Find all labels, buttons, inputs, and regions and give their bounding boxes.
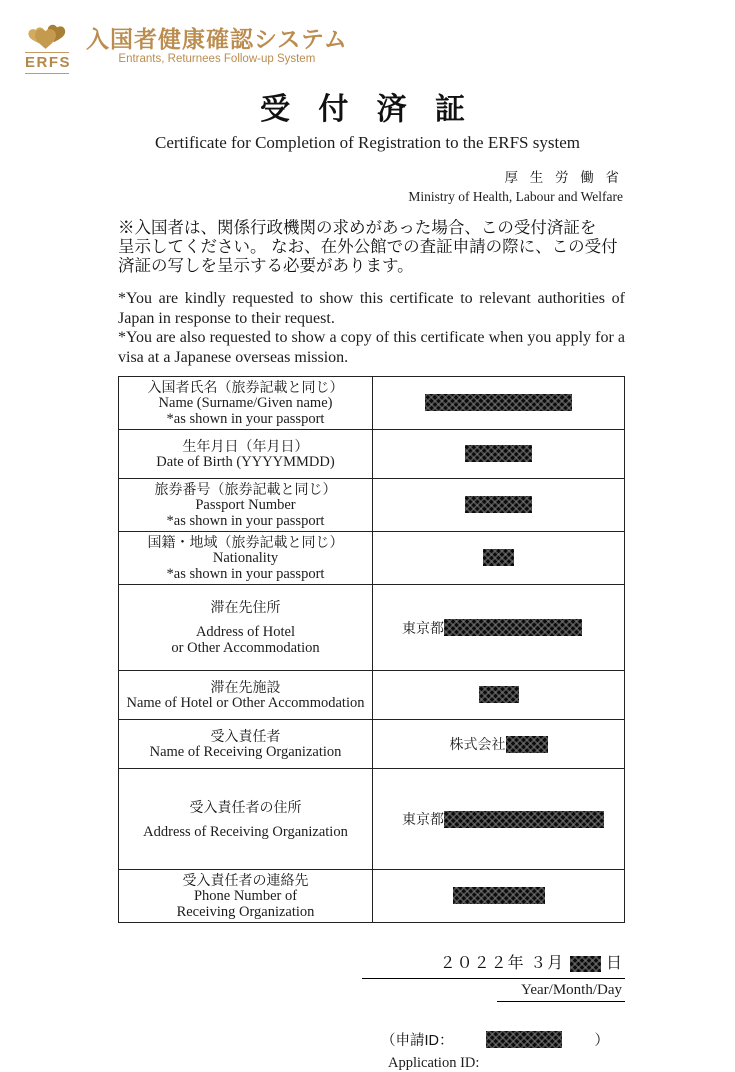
erfs-logo (0, 0, 735, 74)
table-row-receiving-org-phone (119, 870, 625, 923)
table-row-passport-number (119, 479, 625, 532)
row-label (119, 585, 373, 671)
row-label-en: Passport Number (195, 497, 296, 513)
row-label-ja: 滞在先住所 (210, 599, 281, 615)
notice-ja-line: 呈示してください。 なお、在外公館での査証申請の際に、この受付 (118, 238, 618, 256)
registration-table (118, 376, 625, 923)
redacted-value (479, 686, 519, 703)
row-label-en: Name (Surname/Given name) (158, 395, 333, 411)
redacted-value (444, 619, 582, 636)
value-prefix: 東京都 (402, 811, 444, 827)
row-label-ja: 受入責任者 (210, 728, 281, 744)
ministry-name-ja: 厚 生 労 働 省 (504, 170, 623, 185)
row-label (119, 430, 373, 479)
notice-en-item: *You are kindly requested to show this certificate to relevant authorities of Japan in response to their request. (118, 290, 625, 327)
row-label-note: *as shown in your passport (166, 566, 325, 582)
hearts-cluster-icon (25, 24, 69, 51)
issue-date-suffix: 日 (605, 955, 623, 972)
issue-date-prefix: ２０２２年 ３月 (439, 955, 565, 972)
row-label (119, 377, 373, 430)
system-name-en: Entrants, Returnees Follow-up System (118, 53, 316, 65)
redacted-value (453, 887, 545, 904)
row-label-en: Nationality (212, 550, 279, 566)
row-label-ja: 生年月日（年月日） (182, 438, 309, 454)
notice-ja-line: 済証の写しを呈示する必要があります。 (118, 257, 414, 275)
row-label-ja: 受入責任者の住所 (189, 798, 302, 815)
row-label-en: Address of Hotel (195, 624, 296, 640)
redacted-value (465, 496, 532, 513)
row-label-ja: 国籍・地域（旅券記載と同じ） (147, 534, 344, 550)
notice-ja-line: ※入国者は、関係行政機関の求めがあった場合、この受付済証を (118, 219, 597, 237)
row-label-en: Phone Number of (193, 888, 298, 904)
redacted-value (506, 736, 548, 753)
redacted-value (465, 445, 532, 462)
certificate-title-en: Certificate for Completion of Registration to the ERFS system (155, 133, 580, 152)
row-label-en: Name of Receiving Organization (149, 744, 342, 760)
ministry-block (0, 166, 735, 205)
date-caption-row (0, 981, 625, 1002)
redacted-value (425, 394, 572, 411)
row-label-en: or Other Accommodation (171, 640, 320, 656)
row-value (373, 769, 625, 870)
row-label-note: *as shown in your passport (166, 411, 325, 427)
row-label-ja: 旅券番号（旅券記載と同じ） (154, 481, 337, 497)
row-label-note: *as shown in your passport (166, 513, 325, 529)
row-value (373, 430, 625, 479)
table-row-birthdate (119, 430, 625, 479)
application-id-caption: Application ID: (388, 1055, 480, 1071)
row-value (373, 585, 625, 671)
system-name-ja: 入国者健康確認システム (86, 26, 348, 52)
row-label-ja: 滞在先施設 (210, 679, 281, 695)
row-value (373, 532, 625, 585)
row-label-ja: 入国者氏名（旅券記載と同じ） (147, 379, 344, 395)
row-label (119, 870, 373, 923)
row-label-en: Name of Hotel or Other Accommodation (126, 695, 365, 711)
row-label (119, 479, 373, 532)
row-label (119, 532, 373, 585)
table-row-nationality (119, 532, 625, 585)
application-id (381, 1029, 609, 1050)
row-value (373, 671, 625, 720)
redacted-value (483, 549, 514, 566)
row-label (119, 769, 373, 870)
redacted-date-day (570, 956, 601, 972)
value-prefix: 株式会社 (449, 736, 506, 752)
row-value (373, 720, 625, 769)
table-row-hotel-name (119, 671, 625, 720)
erfs-logo-mark (24, 24, 70, 74)
notice-en-item: *You are also requested to show a copy of this certificate when you apply for a visa at a Japanese overseas mission. (118, 329, 625, 366)
erfs-wordmark: ERFS (25, 52, 69, 74)
application-id-close: ） (594, 1033, 609, 1049)
redacted-value (444, 811, 604, 828)
row-value (373, 377, 625, 430)
certificate-title-ja: 受 付 済 証 (259, 93, 475, 126)
table-row-receiving-org-name (119, 720, 625, 769)
application-id-open: （申請ID： (381, 1033, 454, 1049)
notice-ja (118, 219, 625, 276)
value-prefix: 東京都 (402, 619, 444, 636)
row-label (119, 720, 373, 769)
row-label-en: Address of Receiving Organization (143, 823, 348, 840)
table-row-receiving-org-address (119, 769, 625, 870)
table-row-hotel-address (119, 585, 625, 671)
issue-date (362, 950, 625, 979)
row-label-en: Receiving Organization (176, 904, 315, 920)
row-label (119, 671, 373, 720)
system-name-block (86, 24, 348, 65)
redacted-application-id (486, 1031, 562, 1048)
notice-en (118, 289, 625, 367)
row-label-ja: 受入責任者の連絡先 (182, 872, 309, 888)
row-label-en: Date of Birth (YYYYMMDD) (156, 454, 335, 470)
row-value (373, 870, 625, 923)
ministry-name-en: Ministry of Health, Labour and Welfare (408, 189, 623, 204)
table-row-name (119, 377, 625, 430)
date-caption: Year/Month/Day (497, 982, 625, 1002)
row-value (373, 479, 625, 532)
